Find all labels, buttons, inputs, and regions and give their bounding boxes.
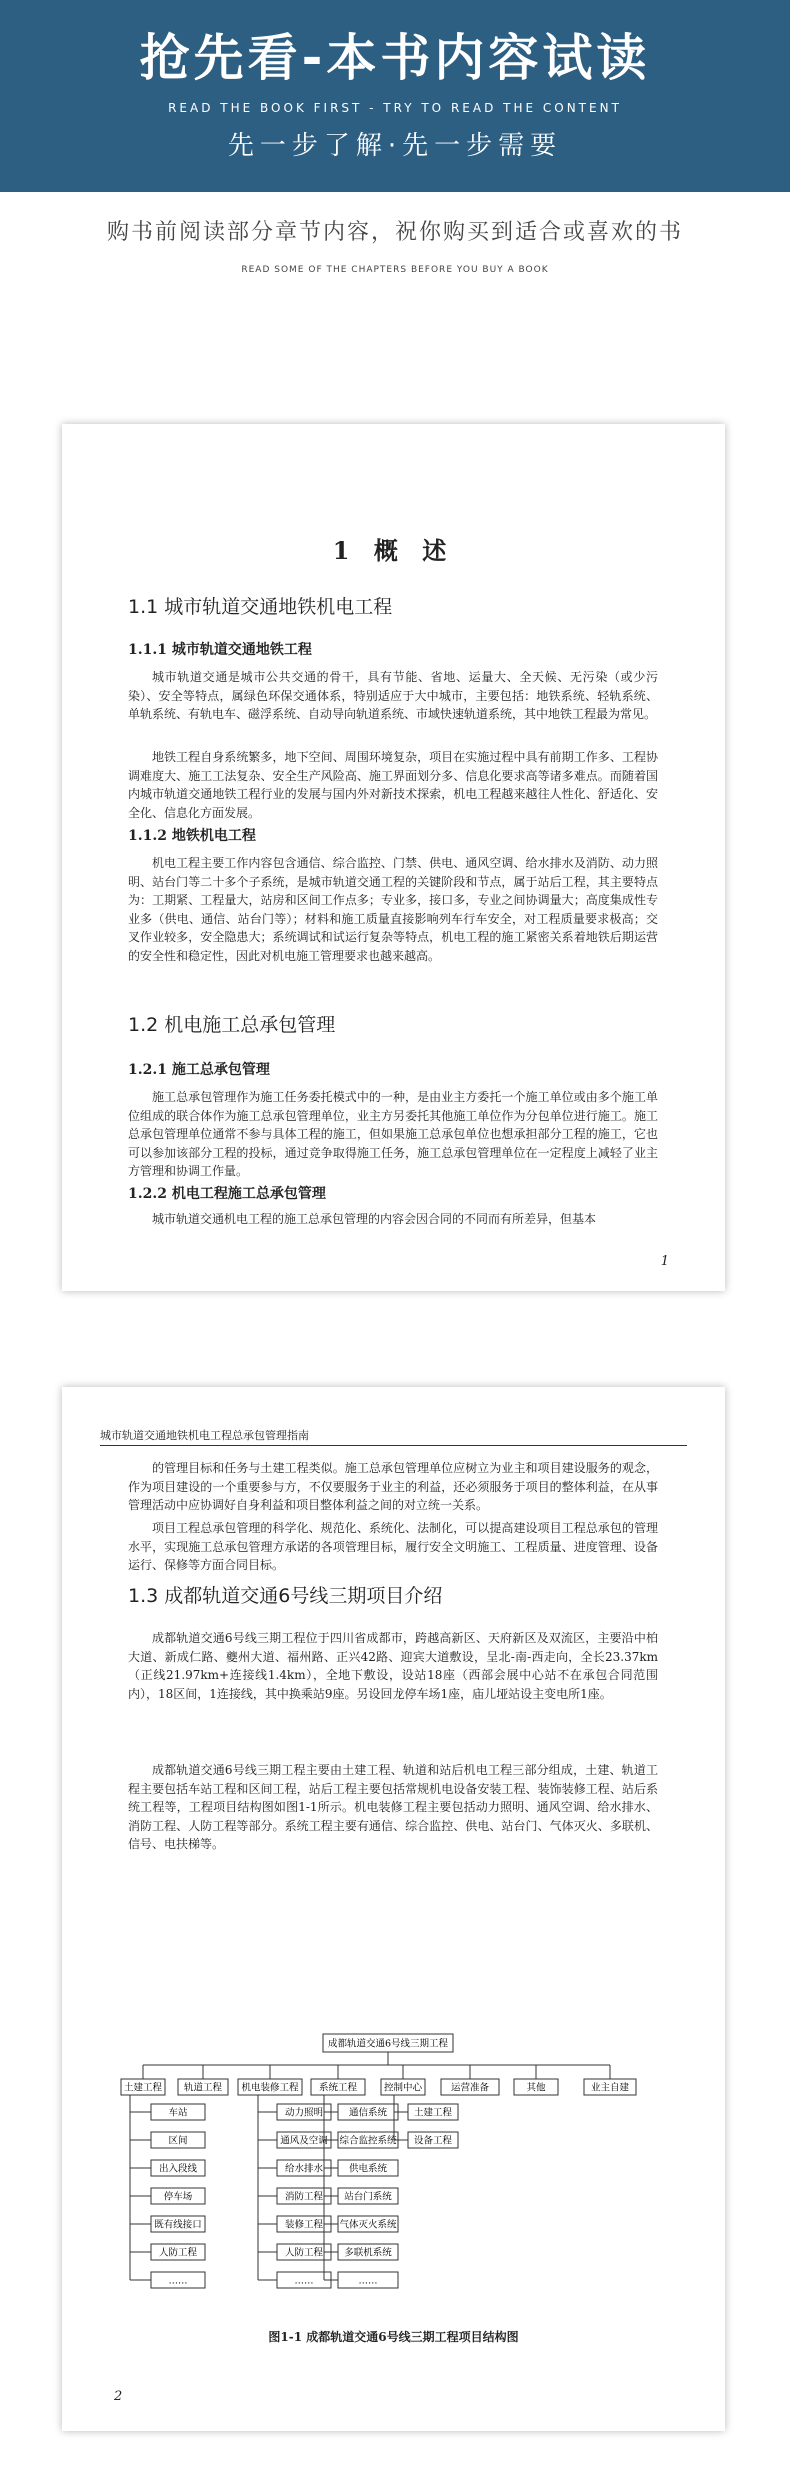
diagram-category-label: 业主自建 [590,2082,630,2094]
diagram-category [381,2079,425,2095]
diagram-category [441,2079,499,2095]
diagram-item-label: 既有线接口 [154,2219,202,2231]
book-page-2 [62,1387,725,2431]
diagram-item [277,2244,331,2260]
diagram-item [277,2188,331,2204]
paragraph: 城市轨道交通机电工程的施工总承包管理的内容会因合同的不同而有所差异，但基本 [152,1212,597,1226]
intro-text: 购书前阅读部分章节内容，祝你购买到适合或喜欢的书 [106,220,683,245]
diagram-item-label: 停车场 [163,2191,193,2203]
diagram-item [338,2188,398,2204]
diagram-category [178,2079,228,2095]
diagram-item [151,2216,205,2232]
diagram-item-label: 气体灭火系统 [339,2219,397,2231]
section-heading: 1.2 机电施工总承包管理 [128,1014,336,1036]
page-number: 1 [660,1254,669,1269]
paragraph: 施工总承包管理作为施工任务委托模式中的一种，是由业主方委托一个施工单位或由多个施工单位组成的联合体作为施工总承包管理单位，业主方另委托其他施工单位作为分包单位进行施工。施工总承包管理单位通常不参与具体工程的施工，但如果施工总承包单位也想承担部分工程的施工，它也可以参加该部分工程的投标，通过竞争取得施工任务，施工总承包管理单位在一定程度上减轻了业主方管理和协调工作量。 [128,1090,658,1178]
diagram-root [323,2034,453,2052]
diagram-item-label: 人防工程 [158,2247,198,2259]
paragraph: 机电工程主要工作内容包含通信、综合监控、门禁、供电、通风空调、给水排水及消防、动力照明、站台门等二十多个子系统，是城市轨道交通工程的关键阶段和节点，属于站后工程，其主要特点为：工期紧、工程量大，站房和区间工作点多；专业多，接口多，专业之间协调量大；高度集成性专业多（供电、通信、站台门等）；材料和施工质量直接影响列车行车安全，对工程质量要求极高；交叉作业较多，安全隐患大；系统调试和试运行复杂等特点，机电工程的施工紧密关系着地铁后期运营的安全性和稳定性，因此对机电施工管理要求也越来越高。 [128,856,658,963]
diagram-item-label: 消防工程 [284,2191,324,2203]
diagram-item [338,2104,398,2120]
diagram-category-label: 其他 [526,2082,546,2094]
diagram-item [408,2132,458,2148]
banner-subtitle-en: READ THE BOOK FIRST - TRY TO READ THE CONTENT [168,101,622,115]
paragraph: 城市轨道交通是城市公共交通的骨干，具有节能、省地、运量大、全天候、无污染（或少污染）、安全等特点，属绿色环保交通体系，特别适应于大中城市，主要包括：地铁系统、轻轨系统、单轨系统、有轨电车、磁浮系统、自动导向轨道系统、市域快速轨道系统，其中地铁工程最为常见。 [128,670,658,721]
diagram-item [151,2244,205,2260]
diagram-item-label: 给水排水 [284,2163,324,2175]
subsection-heading: 1.2.1 施工总承包管理 [128,1062,270,1078]
diagram-item-label: …… [294,2275,314,2287]
diagram-item-label: 区间 [168,2135,188,2147]
running-header: 城市轨道交通地铁机电工程总承包管理指南 [100,1429,309,1442]
diagram-item-label: 多联机系统 [344,2247,392,2259]
diagram-category [584,2079,636,2095]
paragraph: 项目工程总承包管理的科学化、规范化、系统化、法制化，可以提高建设项目工程总承包的管理水平，实现施工总承包管理方承诺的各项管理目标，履行安全文明施工、工程质量、进度管理、设备运行、保修等方面合同目标。 [128,1521,658,1572]
top-banner [0,0,790,192]
diagram-item [277,2104,331,2120]
diagram-root-label: 成都轨道交通6号线三期工程 [327,2038,449,2050]
page-number: 2 [114,2389,123,2404]
diagram-item [151,2132,205,2148]
diagram-category [311,2079,365,2095]
diagram-item [338,2244,398,2260]
subsection-heading: 1.1.2 地铁机电工程 [128,828,256,844]
diagram-category [238,2079,302,2095]
diagram-item-label: …… [168,2275,188,2287]
diagram-item [338,2216,398,2232]
diagram-item [151,2188,205,2204]
diagram-item [151,2272,205,2288]
diagram-item [277,2160,331,2176]
header-rule [100,1445,687,1446]
diagram-item [151,2160,205,2176]
subsection-heading: 1.1.1 城市轨道交通地铁工程 [128,642,312,658]
subsection-heading: 1.2.2 机电工程施工总承包管理 [128,1186,326,1202]
diagram-item-label: 人防工程 [284,2247,324,2259]
paragraph: 的管理目标和任务与土建工程类似。施工总承包管理单位应树立为业主和项目建设服务的观念，作为项目建设的一个重要参与方，不仅要服务于业主的利益，还必须服务于项目的整体利益，在从事管理活动中应协调好自身利益和项目整体利益之间的对立统一关系。 [128,1461,658,1512]
banner-slogan: 先一步了解·先一步需要 [227,131,563,161]
diagram-item [408,2104,458,2120]
diagram-item [338,2272,398,2288]
diagram-item-label: 装修工程 [284,2219,324,2231]
diagram-category [514,2079,558,2095]
diagram-item-label: 站台门系统 [344,2191,392,2203]
diagram-item [277,2132,331,2148]
diagram-item-label: 通风及空调 [280,2135,328,2147]
diagram-item [277,2216,331,2232]
section-heading: 1.1 城市轨道交通地铁机电工程 [128,596,393,618]
diagram-category-label: 控制中心 [383,2082,423,2094]
diagram-category-label: 轨道工程 [183,2082,223,2094]
chapter-title: 1 概 述 [332,536,455,565]
paragraph: 成都轨道交通6号线三期工程主要由土建工程、轨道和站后机电工程三部分组成，土建、轨道工程主要包括车站工程和区间工程，站后工程主要包括常规机电设备安装工程、装饰装修工程、站后系统工程等，工程项目结构图如图1-1所示。机电装修工程主要包括动力照明、通风空调、给水排水、消防工程、人防工程等部分。系统工程主要有通信、综合监控、供电、站台门、气体灭火、多联机、信号、电扶梯等。 [128,1763,658,1851]
diagram-category-label: 土建工程 [123,2082,163,2094]
project-structure-diagram [118,2027,678,2317]
diagram-item-label: 出入段线 [158,2163,198,2175]
book-page-1 [62,424,725,1291]
diagram-item [338,2160,398,2176]
diagram-item-label: 通信系统 [348,2107,388,2119]
paragraph: 成都轨道交通6号线三期工程位于四川省成都市，跨越高新区、天府新区及双流区，主要沿中柏大道、新成仁路、夔州大道、福州路、正兴42路、迎宾大道敷设，呈北-南-西走向，全长23.37km（正线21.97km+连接线1.4km），全地下敷设，设站18座（西部会展中心站不在承包合同范围内），18区间，1连接线，其中换乘站9座。另设回龙停车场1座，庙儿垭站设主变电所1座。 [128,1631,658,1701]
section-heading: 1.3 成都轨道交通6号线三期项目介绍 [128,1585,443,1607]
diagram-category-label: 运营准备 [450,2082,490,2094]
figure-caption: 图1-1 成都轨道交通6号线三期工程项目结构图 [268,2330,519,2344]
diagram-item-label: 动力照明 [284,2107,324,2119]
diagram-item-label: …… [358,2275,378,2287]
diagram-item-label: 土建工程 [413,2107,453,2119]
diagram-item-label: 车站 [168,2107,188,2119]
diagram-item-label: 综合监控系统 [339,2135,397,2147]
diagram-category-label: 机电装修工程 [241,2082,299,2094]
banner-title: 抢先看-本书内容试读 [139,29,651,87]
diagram-category [121,2079,165,2095]
diagram-item-label: 设备工程 [413,2135,453,2147]
diagram-category-label: 系统工程 [318,2082,358,2094]
diagram-item [338,2132,398,2148]
paragraph: 地铁工程自身系统繁多，地下空间、周围环境复杂，项目在实施过程中具有前期工作多、工程协调难度大、施工工法复杂、安全生产风险高、施工界面划分多、信息化要求高等诸多难点。而随着国内城市轨道交通地铁工程行业的发展与国内外对新技术探索，机电工程越来越往人性化、舒适化、安全化、信息化方面发展。 [128,750,658,820]
diagram-item [151,2104,205,2120]
intro-text-en: READ SOME OF THE CHAPTERS BEFORE YOU BUY A BOOK [241,265,549,275]
diagram-item-label: 供电系统 [348,2163,388,2175]
diagram-item [277,2272,331,2288]
